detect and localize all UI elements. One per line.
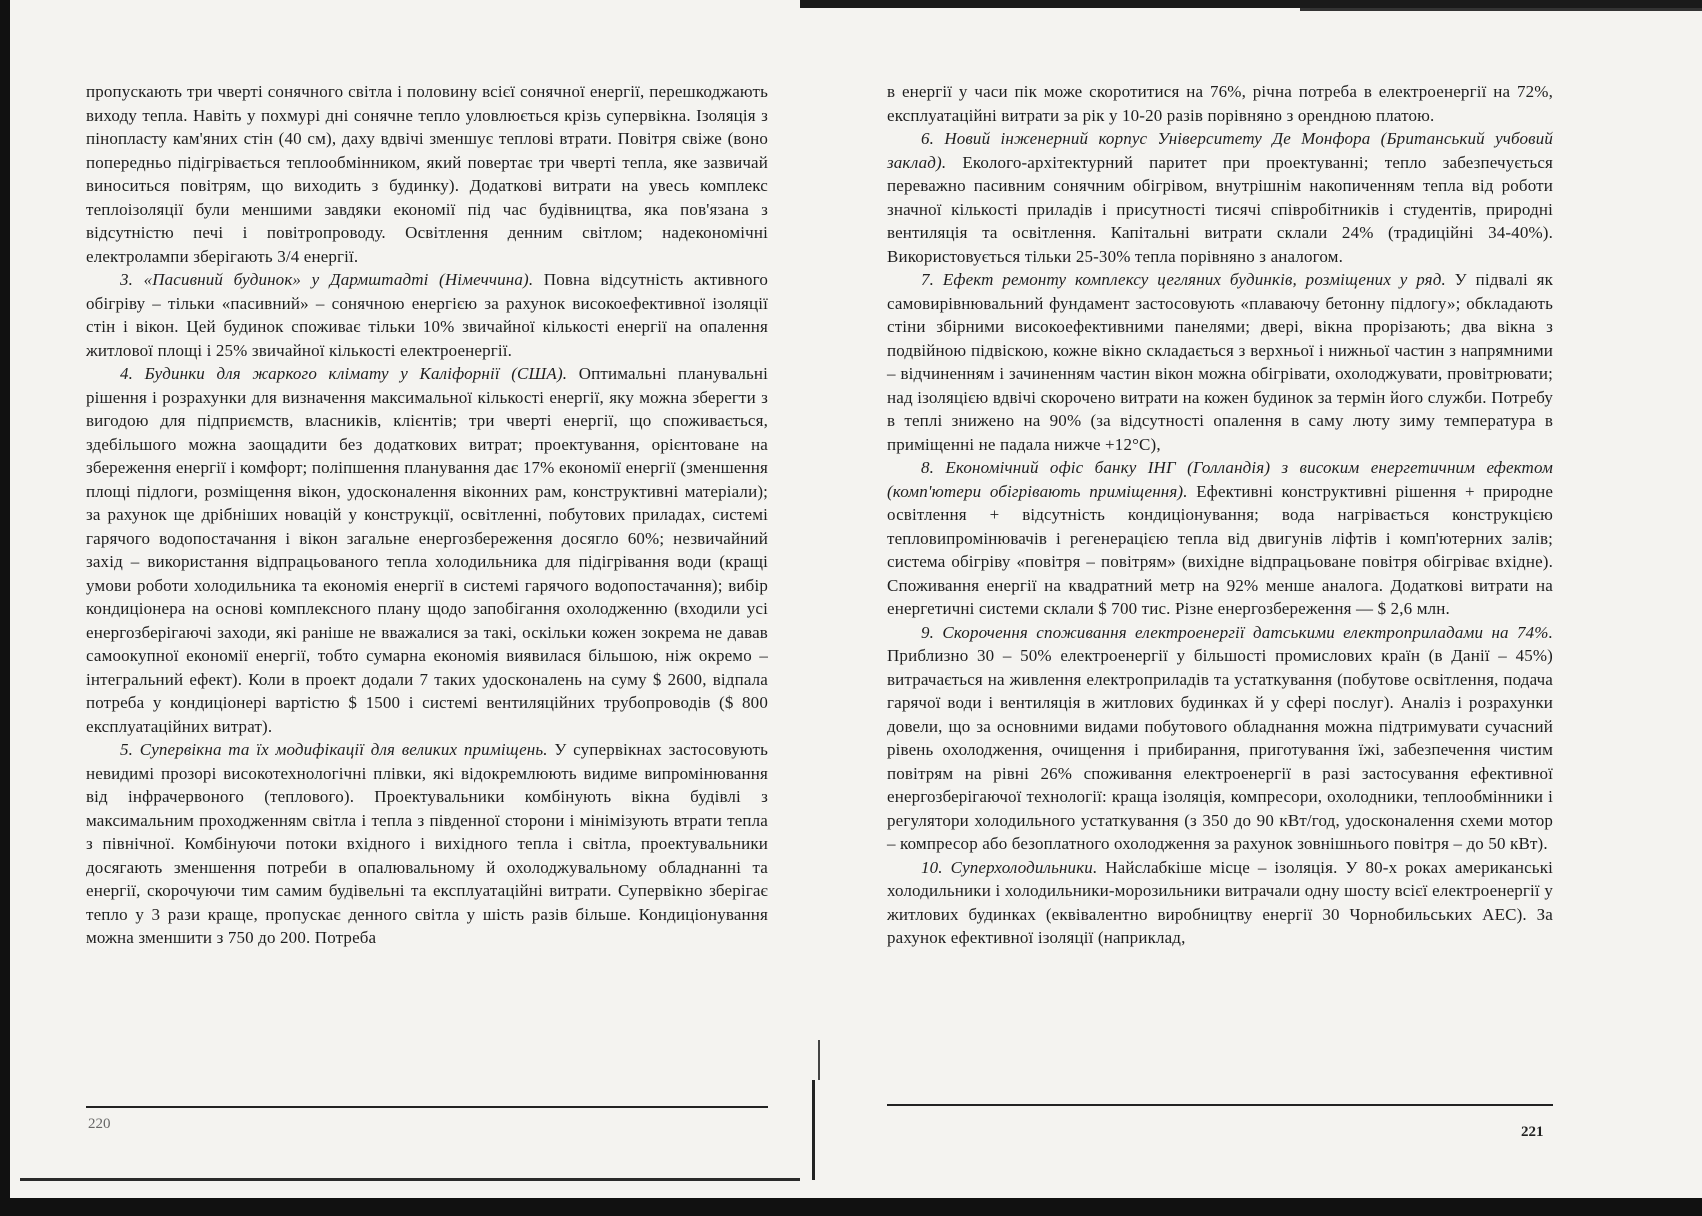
paragraph-text: пропускають три чверті сонячного світла і половину всієї сонячної енергії, перешкоджають виходу тепла. Навіть у похмурі дні сонячне тепло уловлюється крізь супервікна. Ізоляція з пінопласту кам'яних стін (40 см), даху вдвічі зменшує теплові втрати. Повітря свіже (воно попередньо підігрівається теплообмінником, який повертає три чверті тепла, яке зазвичай виноситься повітрям, що виходить з будинку). Додаткові витрати на увесь комплекс теплоізоляції були меншими завдяки економії під час будівництва, яка пов'язана з відсутністю печі і повітропроводу. Освітлення денним світлом; надекономічні електролампи зберігають 3/4 енергії.: [86, 82, 768, 266]
paragraph-text: Повна відсутність активного обігріву – тільки «пасивний» – сонячною енергією за рахунок високоефективної ізоляції стін і вікон. Цей будинок споживає тільки 10% звичайної кількості енергії на опалення житлової площі і 25% звичайної кількості електроенергії.: [86, 270, 768, 360]
paragraph-title: 5. Супервікна та їх модифікації для великих приміщень.: [120, 740, 548, 759]
paragraph-text: Приблизно 30 – 50% електроенергії у більшості промислових країн (в Данії – 45%) витрачається на живлення електроприладів та устаткування (побутове освітлення, подача гарячої води і вентиляція в житлових будинках й у сфері послуг). Аналіз і розрахунки довели, що за основними видами побутового обладнання можна підтримувати сучасний рівень охолодження, очищення і прибирання, приготування їжі, забезпечення чистим повітрям на рівні 26% споживання електроенергії в разі застосування ефективної енергозберігаючої технології: краща ізоляція, компресори, охолодники, теплообмінники і регулятори холодильного устаткування (з 350 до 90 кВт/год, удосконалення схеми мотор – компресор або безоплатного охолодження за рахунок зовнішнього повітря – до 50 кВт).: [887, 646, 1553, 853]
paragraph: [887, 456, 1553, 621]
paragraph: [86, 362, 768, 738]
paragraph-text: в енергії у часи пік може скоротитися на 76%, річна потреба в електроенергії на 72%, експлуатаційні витрати за рік у 10-20 разів порівняно з орендною платою.: [887, 82, 1553, 125]
page-number: 220: [88, 1116, 111, 1132]
scan-border-bottom: [0, 1198, 1702, 1216]
paragraph: [887, 268, 1553, 456]
paragraph-title: 10. Суперхолодильники.: [921, 857, 1098, 877]
scan-border-bottom-thin: [20, 1178, 800, 1181]
footer-rule: [86, 1106, 768, 1108]
paragraph: [887, 856, 1553, 950]
paragraph: [86, 738, 768, 950]
paragraph: [86, 80, 768, 268]
paragraph-title: 6. Новий інженерний корпус Університету Де Монфора (Британський учбовий заклад).: [887, 129, 1553, 172]
left-page-text-column: [86, 80, 768, 950]
footer-rule: [887, 1104, 1553, 1106]
book-gutter-mark-secondary: [818, 1040, 820, 1080]
book-gutter-mark: [812, 1080, 815, 1180]
paragraph-text: Оптимальні планувальні рішення і розрахунки для визначення максимальної кількості енергії, яку можна зберегти з вигодою для підприємств, власників, клієнтів; три чверті енергії, що споживається, здебільшого можна заощадити без додаткових витрат; проектування, орієнтоване на збереження енергії і комфорт; поліпшення планування дає 17% економії енергії (зменшення площі підлоги, розміщення вікон, удосконалення віконних рам, конструктивні матеріали); за рахунок ще дрібніших новацій у конструкції, освітленні, побутових приладах, системі гарячого водопостачання і вікон загальне енергозбереження досягло 60%; незвичайний захід – використання відпрацьованого тепла холодильника для підігрівання води (кращі умови роботи холодильника та економія енергії в системі гарячого водопостачання); вибір кондиціонера на основі комплексного плану щодо запобігання охолодженню (входили усі енергозберігаючі заходи, які раніше не вважалися за такі, оскільки кожен зокрема не давав самоокупної економії енергії, тобто сумарна економія виявилася більшою, ніж окремо – інтегральний ефект). Коли в проект додали 7 таких удосконалень на суму $ 2600, відпала потреба у кондиціонері вартістю $ 1500 і системі вентиляційних трубопроводів ($ 800 експлуатаційних витрат).: [86, 364, 768, 736]
paragraph: [86, 268, 768, 362]
page-number: 221: [1521, 1124, 1544, 1140]
paragraph-text: Ефективні конструктивні рішення + природне освітлення + відсутність кондиціонування; вода нагрівається конструкцією тепловипромінювачів і регенерацією тепла від двигунів ліфтів і комп'ютерних залів; система обігріву «повітря – повітрям» (вихідне відпрацьоване повітря обігріває вхідне). Споживання енергії на квадратний метр на 92% менше аналога. Додаткові витрати на енергетичні системи склали $ 700 тис. Різне енергозбереження — $ 2,6 млн.: [887, 481, 1554, 618]
paragraph-title: 7. Ефект ремонту комплексу цегляних будинків, розміщених у ряд.: [921, 270, 1446, 289]
paragraph-text: Найслабкіше місце – ізоляція. У 80-х роках американські холодильники і холодильники-морозильники витрачали одну шосту всієї електроенергії у житлових будинках (еквівалентно виробництву енергії 30 Чорнобильських АЕС). За рахунок ефективної ізоляції (наприклад,: [887, 857, 1553, 947]
paragraph-text: У супервікнах застосовують невидимі прозорі високотехнологічні плівки, які відокремлюють видиме випромінювання від інфрачервоного (теплового). Проектувальники комбінують вікна будівлі з максимальним проходженням світла і тепла з південної сторони і мінімізують втрати тепла з північної. Комбінуючи потоки вхідного і вихідного тепла і світла, проектувальники досягають зменшення потреби в опалювальному й охолоджувальному обладнанні та енергії, скорочуючи тим самим будівельні та експлуатаційні витрати. Супервікно зберігає тепло у 3 рази краще, пропускає денного світла у шість разів більше. Кондиціонування можна зменшити з 750 до 200. Потреба: [86, 740, 768, 947]
paragraph: [887, 80, 1553, 127]
scan-border-top-secondary: [1300, 8, 1702, 11]
scan-border-left: [0, 0, 10, 1216]
paragraph: [887, 127, 1553, 268]
paragraph-text: У підвалі як самовирівнювальний фундамент застосовують «плаваючу бетонну підлогу»; обкладають стіни збірними високоефективними панелями; двері, вікна прорізають; два вікна з подвійною підвіскою, кожне вікно складається з верхньої і нижньої частин з напрямними – відчиненням і зачиненням частин вікон можна обігрівати, охолоджувати, провітрювати; над ізоляцією вдвічі скорочено витрати на кожен будинок за термін його служби. Потребу в теплі знижено на 90% (за відсутності опалення в саму люту зиму температура в приміщенні не падала нижче +12°С),: [887, 270, 1553, 454]
paragraph-title: 9. Скорочення споживання електроенергії датськими електроприладами на 74%.: [921, 622, 1553, 642]
paragraph-text: Еколого-архітектурний паритет при проектуванні; тепло забезпечується переважно пасивним сонячним обігрівом, внутрішнім накопиченням тепла від роботи значної кількості приладів і присутності тисячі співробітників і студентів, природні вентиляція та освітлення. Капітальні витрати склали 24% (традиційні 34-40%). Використовується тільки 25-30% тепла порівняно з аналогом.: [887, 152, 1553, 266]
paragraph: [887, 621, 1553, 856]
paragraph-title: 3. «Пасивний будинок» у Дармштадті (Німеччина).: [120, 270, 534, 289]
scan-border-top: [800, 0, 1702, 8]
paragraph-title: 4. Будинки для жаркого клімату у Каліфорнії (США).: [120, 364, 568, 383]
paragraph-title: 8. Економічний офіс банку ІНГ (Голландія) з високим енергетичним ефектом (комп'ютери обігрівають приміщення).: [887, 458, 1553, 501]
right-page-text-column: [887, 80, 1553, 950]
